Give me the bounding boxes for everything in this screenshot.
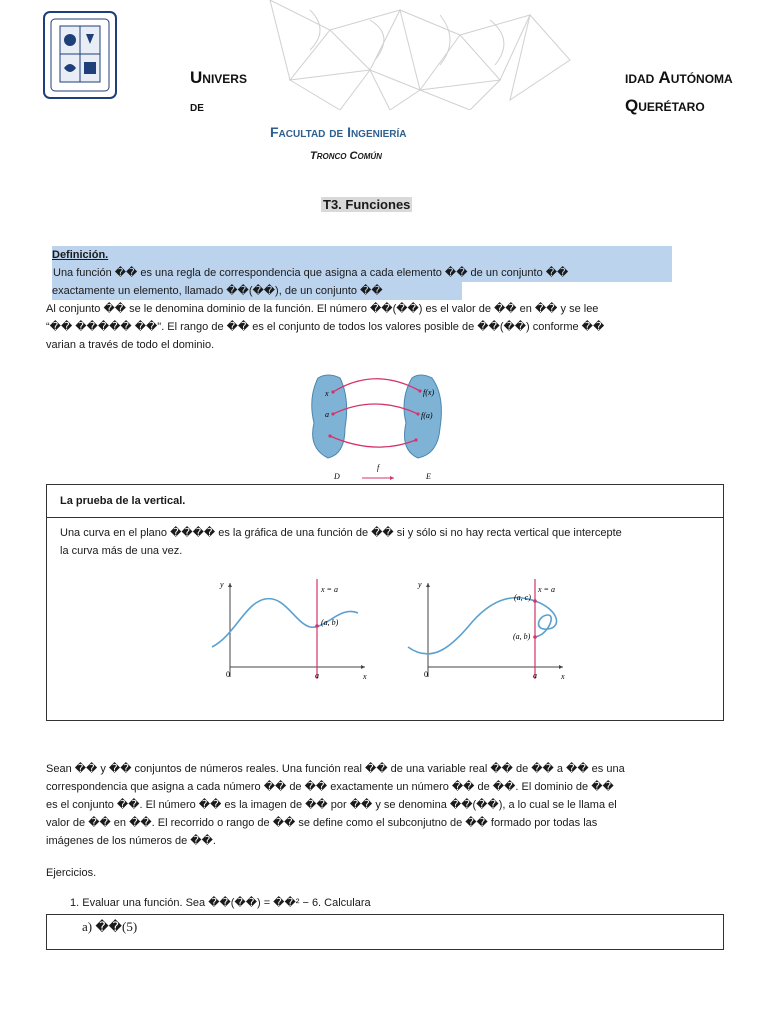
exercise-answer-box [46,914,724,950]
graph1-intersection [315,624,319,628]
graph1-y-arrow [228,583,232,587]
label-f: f [377,463,380,472]
vertical-test-graph-2 [398,575,578,685]
vertical-test-box [46,484,724,721]
point-fa [416,412,419,415]
point-x [331,390,334,393]
vertical-test-line-1: Una curva en el plano ���� es la gráfica de una función de �� si y sólo si no hay recta vertical que intercepte [60,527,622,539]
graph1-xeq-label: x = a [321,585,338,594]
vertical-test-title: La prueba de la vertical. [60,495,186,507]
exercise-item-1: 1. Evaluar una función. Sea ��(��) = ��² − 6. Calculara [70,897,371,909]
graph1-a-label: a [315,671,319,680]
university-seal-logo [42,10,118,100]
label-fx: f(x) [423,388,435,397]
university-name-right: idad Autónoma [625,68,733,87]
label-E: E [426,472,431,481]
graph2-y-arrow [426,583,430,587]
graph2-x-label: x [561,672,565,681]
function-mapping-diagram [300,368,460,486]
graph2-xeq-label: x = a [538,585,555,594]
graph2-intersection-bottom [533,635,537,639]
graph2-curve [408,598,557,654]
graph2-y-label: y [418,580,422,589]
graph1-origin-label: 0 [226,670,230,679]
faculty-name: Facultad de Ingeniería [270,124,407,140]
point-lower-image [414,438,417,441]
graph1-x-arrow [361,665,365,669]
university-name-queretaro: Querétaro [625,96,705,115]
label-a: a [325,410,329,419]
label-fa: f(a) [421,411,433,420]
definition-line-2-text: exactamente un elemento, llamado ��(��), de un conjunto �� [52,285,383,297]
definition-line-2 [52,282,462,300]
graph2-point-top-label: (a, c) [514,593,531,602]
graph1-x-label: x [363,672,367,681]
vertical-test-graph-1 [200,575,380,685]
real-function-line-3: es el conjunto ��. El número �� es la imagen de �� por �� y se denomina ��(��), a lo cual se le llama el [46,799,617,811]
definition-heading-text: Definición. [52,249,109,261]
point-fx [418,389,421,392]
graph2-a-label: a [533,671,537,680]
tronco-comun: Tronco Común [310,150,382,162]
graph2-origin-label: 0 [424,670,428,679]
vertical-test-line-2: la curva más de una vez. [60,545,183,557]
graph2-x-arrow [559,665,563,669]
exercise-item-a: a) ��(5) [82,919,138,934]
real-function-line-2: correspondencia que asigna a cada número �� de �� exactamente un número �� de ��. El dominio de �� [46,781,614,793]
graph2-intersection-top [533,599,537,603]
intro-line-3: varian a través de todo el dominio. [46,339,215,351]
intro-line-2: “�� ����� ��". El rango de �� es el conjunto de todos los valores posible de ��(��) conforme �� [46,321,605,333]
label-x: x [325,389,329,398]
university-name-de: de [190,98,204,114]
background-geodesic-art [250,0,580,110]
point-lower [328,434,331,437]
real-function-line-4: valor de �� en ��. El recorrido o rango de �� se define como el subconjutno de �� formado por todas las [46,817,598,829]
vertical-test-divider [47,517,723,518]
label-D: D [334,472,340,481]
intro-line-1: Al conjunto �� se le denomina dominio de la función. El número ��(��) es el valor de �� en �� y se lee [46,303,599,315]
page-title: T3. Funciones [323,197,411,212]
definition-heading [52,246,672,264]
graph1-point-label: (a, b) [321,618,339,627]
graph2-point-bottom-label: (a, b) [513,632,531,641]
real-function-line-1: Sean �� y �� conjuntos de números reales. Una función real �� de una variable real �� de �� a �� es una [46,763,625,775]
point-a [331,412,334,415]
graph1-y-label: y [220,580,224,589]
definition-line-1-text: Una función �� es una regla de correspondencia que asigna a cada elemento �� de un conjunto �� [53,267,569,279]
exercises-heading: Ejercicios. [46,867,97,879]
university-name-left: Univers [190,68,247,87]
real-function-line-5: imágenes de los números de ��. [46,835,216,847]
f-arrow-head [390,476,394,480]
definition-line-1 [52,264,672,282]
